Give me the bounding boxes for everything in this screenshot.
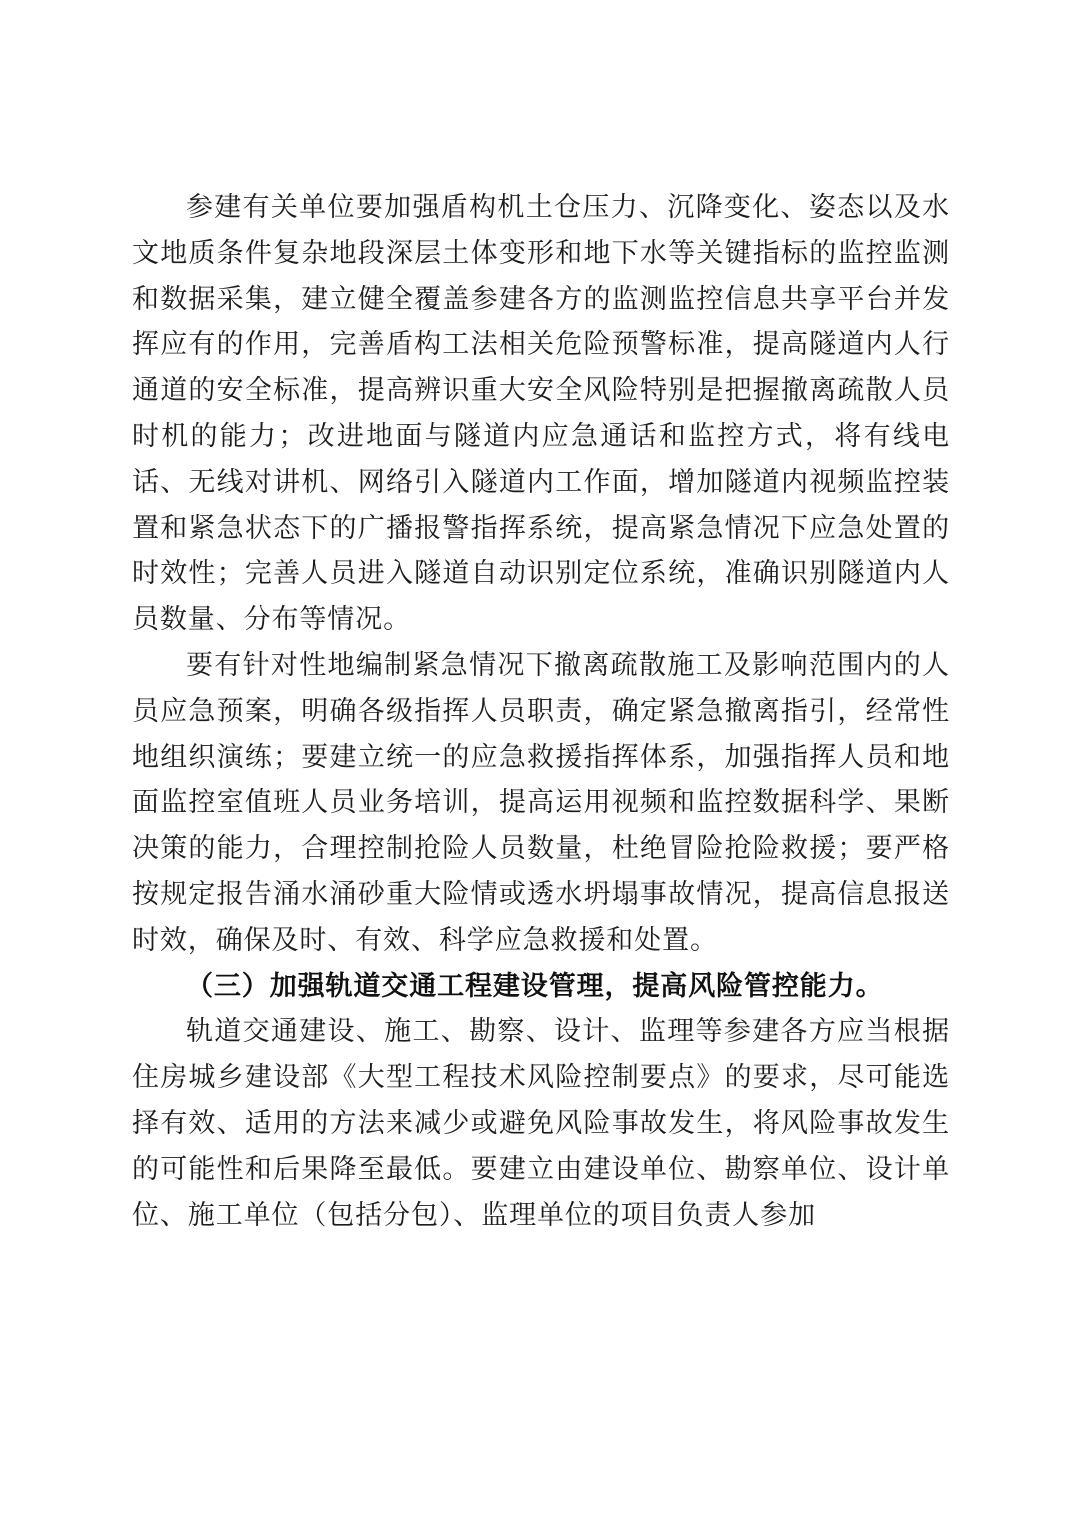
- document-body: [132, 185, 950, 1238]
- paragraph-monitoring: 参建有关单位要加强盾构机土仓压力、沉降变化、姿态以及水文地质条件复杂地段深层土体变形和地下水等关键指标的监控监测和数据采集，建立健全覆盖参建各方的监测监控信息共享平台并发挥应有的作用，完善盾构工法相关危险预警标准，提高隧道内人行通道的安全标准，提高辨识重大安全风险特别是把握撤离疏散人员时机的能力；改进地面与隧道内应急通话和监控方式，将有线电话、无线对讲机、网络引入隧道内工作面，增加隧道内视频监控装置和紧急状态下的广播报警指挥系统，提高紧急情况下应急处置的时效性；完善人员进入隧道自动识别定位系统，准确识别隧道内人员数量、分布等情况。: [132, 192, 950, 636]
- section-heading: （三）加强轨道交通工程建设管理，提高风险管控能力。: [186, 970, 884, 1002]
- paragraph-emergency-plan: 要有针对性地编制紧急情况下撤离疏散施工及影响范围内的人员应急预案，明确各级指挥人员职责，确定紧急撤离指引，经常性地组织演练；要建立统一的应急救援指挥体系，加强指挥人员和地面监控室值班人员业务培训，提高运用视频和监控数据科学、果断决策的能力，合理控制抢险人员数量，杜绝冒险抢险救援；要严格按规定报告涌水涌砂重大险情或透水坍塌事故情况，提高信息报送时效，确保及时、有效、科学应急救援和处置。: [132, 649, 950, 956]
- paragraph-risk-control: 轨道交通建设、施工、勘察、设计、监理等参建各方应当根据住房城乡建设部《大型工程技术风险控制要点》的要求，尽可能选择有效、适用的方法来减少或避免风险事故发生，将风险事故发生的可能性和后果降至最低。要建立由建设单位、勘察单位、设计单位、施工单位（包括分包）、监理单位的项目负责人参加: [132, 1016, 950, 1231]
